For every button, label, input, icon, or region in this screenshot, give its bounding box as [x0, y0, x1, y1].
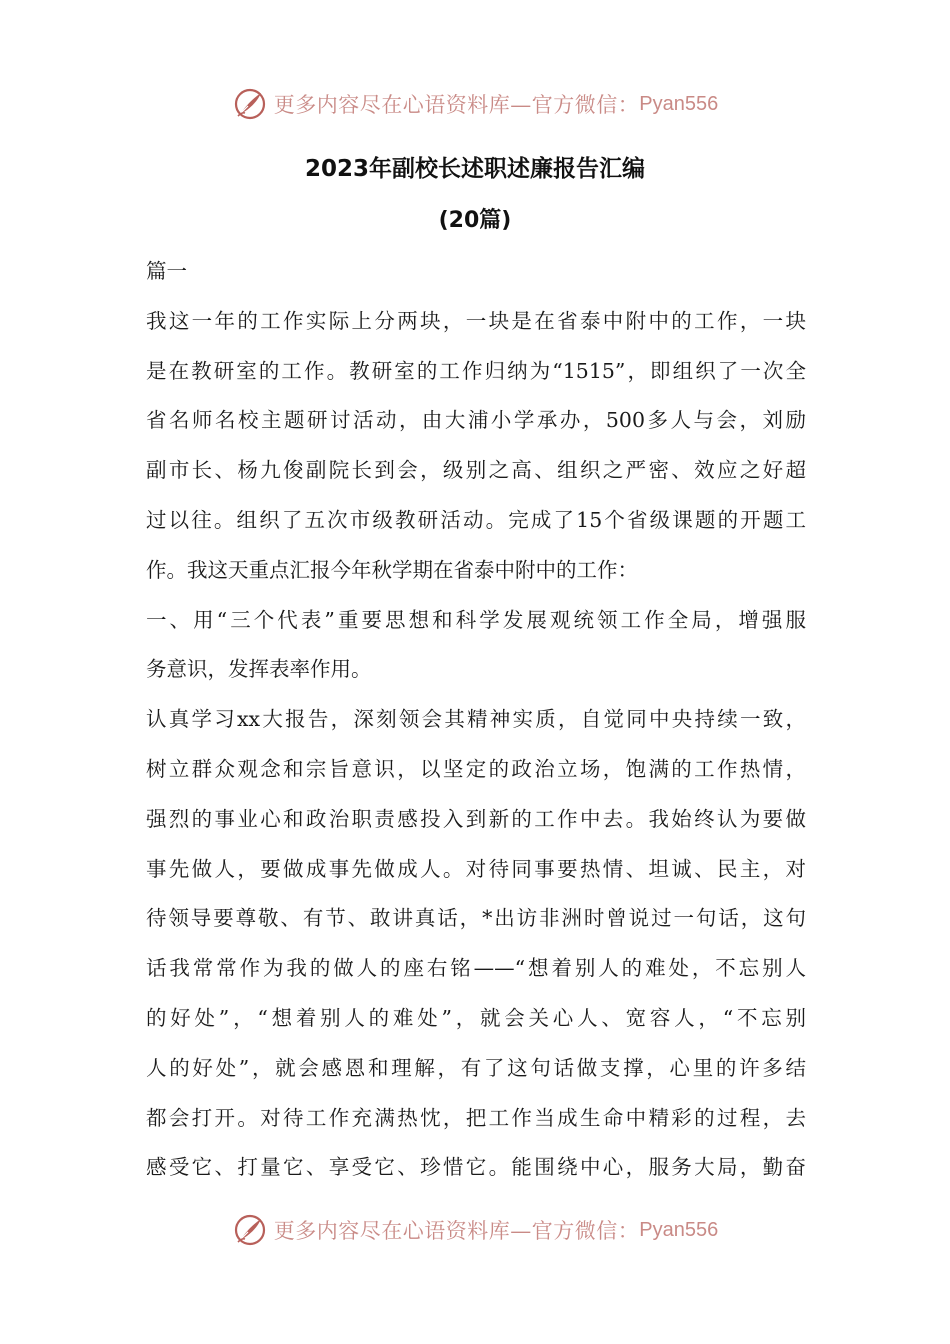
body-line: 的好处”，“想着别人的难处”，就会关心人、宽容人，“不忘别 [146, 1005, 806, 1030]
watermark-wechat-id: Pyan556 [639, 1218, 719, 1241]
section-heading: 篇一 [146, 259, 187, 283]
body-line: 事先做人，要做成事先做成人。对待同事要热情、坦诚、民主，对 [146, 856, 806, 881]
body-line: 副市长、杨九俊副院长到会，级别之高、组织之严密、效应之好超 [146, 458, 806, 483]
body-line: 树立群众观念和宗旨意识，以坚定的政治立场，饱满的工作热情， [146, 756, 806, 781]
watermark-banner-top [0, 82, 950, 126]
body-line: 话我常常作为我的做人的座右铭——“想着别人的难处，不忘别人 [146, 956, 806, 981]
body-line: 过以往。组织了五次市级教研活动。完成了15个省级课题的开题工 [146, 507, 806, 532]
body-line: 省名师名校主题研讨活动，由大浦小学承办，500多人与会，刘励 [146, 408, 806, 433]
body-line: 都会打开。对待工作充满热忱，把工作当成生命中精彩的过程，去 [146, 1105, 806, 1130]
body-line: 务意识，发挥表率作用。 [146, 657, 372, 682]
document-subtitle: (20篇) [438, 208, 512, 233]
body-line: 待领导要尊敬、有节、敢讲真话，*出访非洲时曾说过一句话，这句 [146, 906, 806, 931]
body-line: 人的好处”，就会感恩和理解，有了这句话做支撑，心里的许多结 [146, 1055, 806, 1080]
body-line: 作。我这天重点汇报今年秋学期在省泰中附中的工作： [146, 557, 638, 582]
watermark-wechat-id: Pyan556 [639, 92, 719, 115]
document-body [146, 247, 806, 1193]
watermark-text: 更多内容尽在心语资料库—官方微信： [273, 93, 640, 117]
quill-pen-logo-icon [232, 1212, 268, 1248]
watermark-banner-bottom [0, 1208, 950, 1252]
body-line: 强烈的事业心和政治职责感投入到新的工作中去。我始终认为要做 [146, 806, 806, 831]
body-line: 一、用“三个代表”重要思想和科学发展观统领工作全局，增强服 [146, 607, 806, 632]
body-line: 是在教研室的工作。教研室的工作归纳为“1515”，即组织了一次全 [146, 358, 806, 383]
body-line: 感受它、打量它、享受它、珍惜它。能围绕中心，服务大局，勤奋 [146, 1155, 806, 1180]
quill-pen-logo-icon [232, 86, 268, 122]
watermark-text: 更多内容尽在心语资料库—官方微信： [273, 1219, 640, 1243]
document-title: 2023年副校长述职述廉报告汇编 [304, 156, 645, 182]
body-line: 认真学习xx大报告，深刻领会其精神实质，自觉同中央持续一致， [146, 707, 806, 732]
body-line: 我这一年的工作实际上分两块，一块是在省泰中附中的工作，一块 [146, 308, 806, 333]
